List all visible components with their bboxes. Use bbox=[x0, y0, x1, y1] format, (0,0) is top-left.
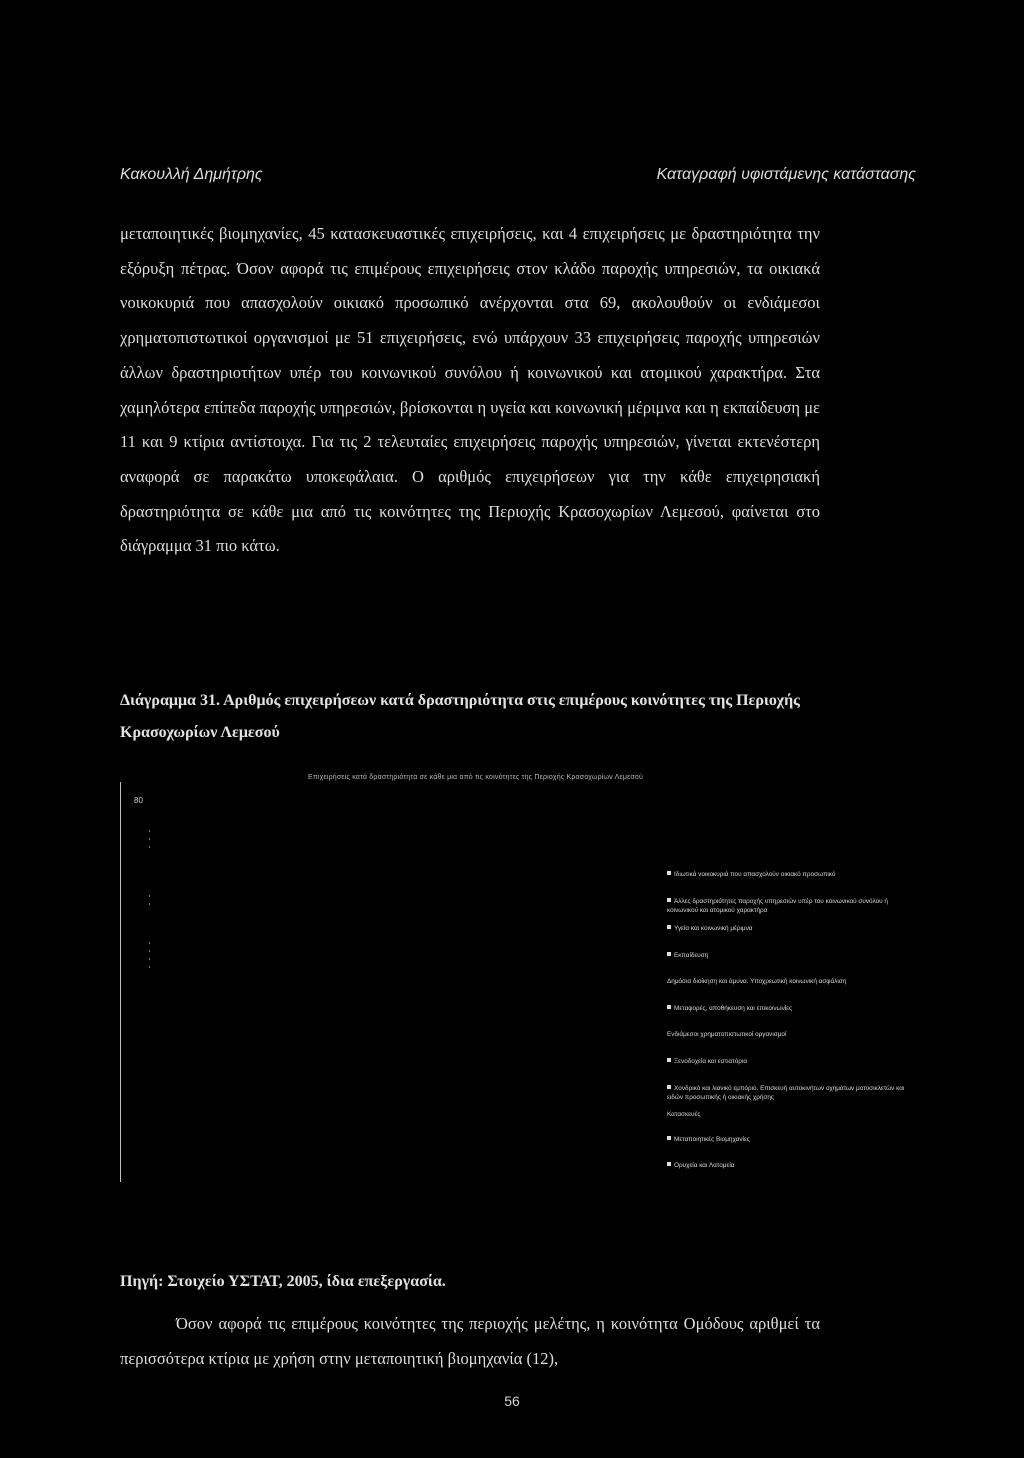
figure-source: Πηγή: Στοιχείο ΥΣΤΑΤ, 2005, ίδια επεξεργασία. bbox=[120, 1273, 446, 1290]
legend-item bbox=[667, 1161, 917, 1170]
legend-label: Ιδιωτικά νοικοκυριά που απασχολούν οικιακό προσωπικό bbox=[674, 871, 836, 878]
header-section: Καταγραφή υφιστάμενης κατάστασης bbox=[656, 166, 916, 183]
header-author: Κακουλλή Δημήτρης bbox=[120, 166, 263, 183]
legend-label: Άλλες δραστηριότητες παροχής υπηρεσιών υπέρ του κοινωνικού συνόλου ή κοινωνικού και ατομικού χαρακτήρα bbox=[667, 898, 888, 914]
legend-item bbox=[667, 951, 917, 960]
legend-label: Ορυχεία και Λατομεία bbox=[674, 1162, 735, 1169]
legend-item bbox=[667, 1030, 917, 1039]
legend-swatch bbox=[667, 952, 671, 956]
legend-label: Εκπαίδευση bbox=[674, 952, 709, 959]
chart-faint-mark bbox=[149, 830, 150, 852]
legend-swatch bbox=[667, 925, 671, 929]
body-paragraph-1: μεταποιητικές βιομηχανίες, 45 κατασκευαστικές επιχειρήσεις, και 4 επιχειρήσεις με δραστηριότητα την εξόρυξη πέτρας. Όσον αφορά τις επιμέρους επιχειρήσεις στον κλάδο παροχής υπηρεσιών, τα οικιακά νοικοκυριά που απασχολούν οικιακό προσωπικό ανέρχονται στα 69, ακολουθούν οι ενδιάμεσοι χρηματοπιστωτικοί οργανισμοί με 51 επιχειρήσεις, ενώ υπάρχουν 33 επιχειρήσεις παροχής υπηρεσιών άλλων δραστηριοτήτων υπέρ του κοινωνικού συνόλου ή κοινωνικού και ατομικού χαρακτήρα. Στα χαμηλότερα επίπεδα παροχής υπηρεσιών, βρίσκονται η υγεία και κοινωνική μέριμνα και η εκπαίδευση με 11 και 9 κτίρια αντίστοιχα. Για τις 2 τελευταίες επιχειρήσεις παροχής υπηρεσιών, γίνεται εκτενέστερη αναφορά σε παρακάτω υποκεφάλαια. Ο αριθμός επιχειρήσεων για την κάθε επιχειρησιακή δραστηριότητα σε κάθε μια από τις κοινότητες της Περιοχής Κρασοχωρίων Λεμεσού, φαίνεται στο διάγραμμα 31 πιο κάτω. bbox=[120, 224, 820, 556]
legend-item bbox=[667, 1084, 917, 1102]
figure-caption: Διάγραμμα 31. Αριθμός επιχειρήσεων κατά δραστηριότητα στις επιμέρους κοινότητες της Περιοχής Κρασοχωρίων Λεμεσού bbox=[120, 692, 800, 741]
chart-faint-mark bbox=[149, 942, 150, 972]
legend-item bbox=[667, 924, 917, 933]
legend-swatch bbox=[667, 1162, 671, 1166]
legend-label: Κατασκευές bbox=[667, 1111, 701, 1118]
chart-faint-mark bbox=[149, 895, 150, 905]
legend-swatch bbox=[667, 871, 671, 875]
legend-label: Μεταφορές, αποθήκευση και επικοινωνίες bbox=[674, 1005, 793, 1012]
legend-swatch bbox=[667, 898, 671, 902]
legend-swatch bbox=[667, 1058, 671, 1062]
legend-label: Δημόσια διοίκηση και άμυνα. Υποχρεωτική κοινωνική ασφάλιση bbox=[667, 978, 847, 985]
legend-label: Μεταποιητικές Βιομηχανίες bbox=[674, 1136, 750, 1143]
page-header bbox=[120, 166, 916, 184]
legend-item bbox=[667, 1004, 917, 1013]
legend-label: Ενδιάμεσοι χρηματοπιστωτικοί οργανισμοί bbox=[667, 1031, 787, 1038]
chart-frame-left bbox=[120, 782, 121, 1182]
legend-item bbox=[667, 1057, 917, 1066]
legend-swatch bbox=[667, 1136, 671, 1140]
legend-item bbox=[667, 1135, 917, 1144]
chart bbox=[118, 770, 918, 1215]
body-paragraph-2-text: Όσον αφορά τις επιμέρους κοινότητες της περιοχής μελέτης, η κοινότητα Ομόδους αριθμεί τα περισσότερα κτίρια με χρήση στην μεταποιητική βιομηχανία (12), bbox=[120, 1314, 820, 1368]
legend-label: Ξενοδοχεία και εστιατόρια bbox=[674, 1058, 748, 1065]
chart-title: Επιχειρήσεις κατά δραστηριότητα σε κάθε μια από τις κοινότητες της Περιοχής Κρασοχωρίων Λεμεσού bbox=[308, 774, 644, 781]
legend-item bbox=[667, 1110, 917, 1119]
legend-item bbox=[667, 870, 917, 879]
y-tick-label: 80 bbox=[134, 796, 143, 805]
page-number: 56 bbox=[504, 1393, 520, 1409]
legend-swatch bbox=[667, 1085, 671, 1089]
legend-swatch bbox=[667, 1005, 671, 1009]
legend-label: Χονδρικό και λιανικό εμπόριο. Επισκευή αυτοκινήτων οχημάτων μοτοσικλετών και ειδών προσωπικής ή οικιακής χρήσης bbox=[667, 1085, 905, 1101]
legend-item bbox=[667, 897, 917, 915]
legend-item bbox=[667, 977, 917, 986]
body-paragraph-2 bbox=[120, 1307, 820, 1376]
legend-label: Υγεία και κοινωνική μέριμνα bbox=[674, 925, 753, 932]
